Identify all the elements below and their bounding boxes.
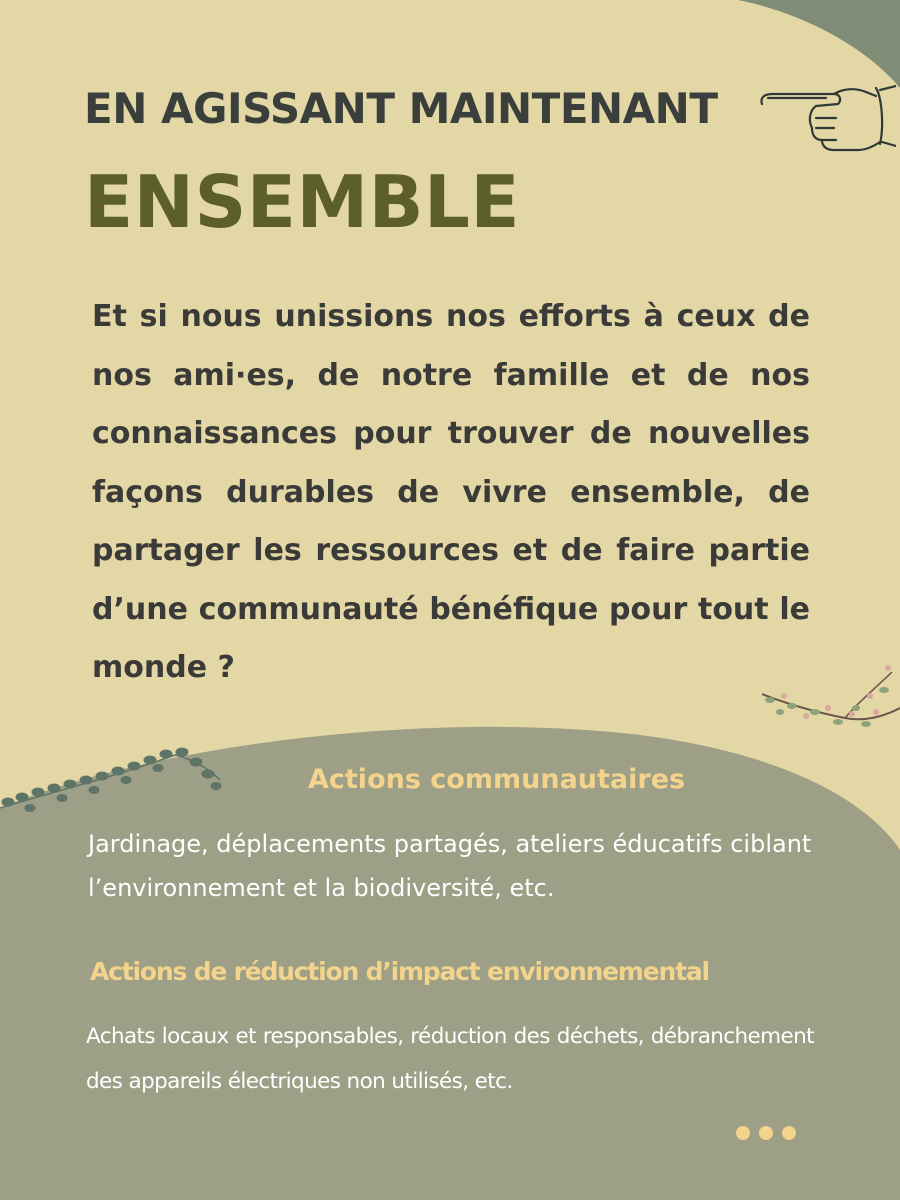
- corner-blob: [738, 0, 900, 88]
- section-text-impact: Achats locaux et responsables, réduction des déchets, débranchement des appareils électriques non utilisés, etc.: [86, 1024, 814, 1094]
- dot: [759, 1126, 773, 1140]
- title-line: EN AGISSANT MAINTENANT: [84, 84, 718, 133]
- section-text-community: Jardinage, déplacements partagés, ateliers éducatifs ciblant l’environnement et la biodiversité, etc.: [88, 830, 812, 902]
- dot: [736, 1126, 750, 1140]
- intro-paragraph: Et si nous unissions nos efforts à ceux de nos ami·es, de notre famille et de nos connaissances pour trouver de nouvelles façons durables de vivre ensemble, de partager les ressources et de faire partie d’une communauté bénéfique pour tout le monde ?: [92, 299, 810, 685]
- pointing-hand-icon: [756, 80, 896, 160]
- title-big: ENSEMBLE: [84, 160, 521, 244]
- more-dots-icon[interactable]: [736, 1126, 796, 1140]
- section-title-impact: Actions de réduction d’impact environnemental: [90, 957, 709, 986]
- section-title-community: Actions communautaires: [308, 764, 686, 795]
- dot: [782, 1126, 796, 1140]
